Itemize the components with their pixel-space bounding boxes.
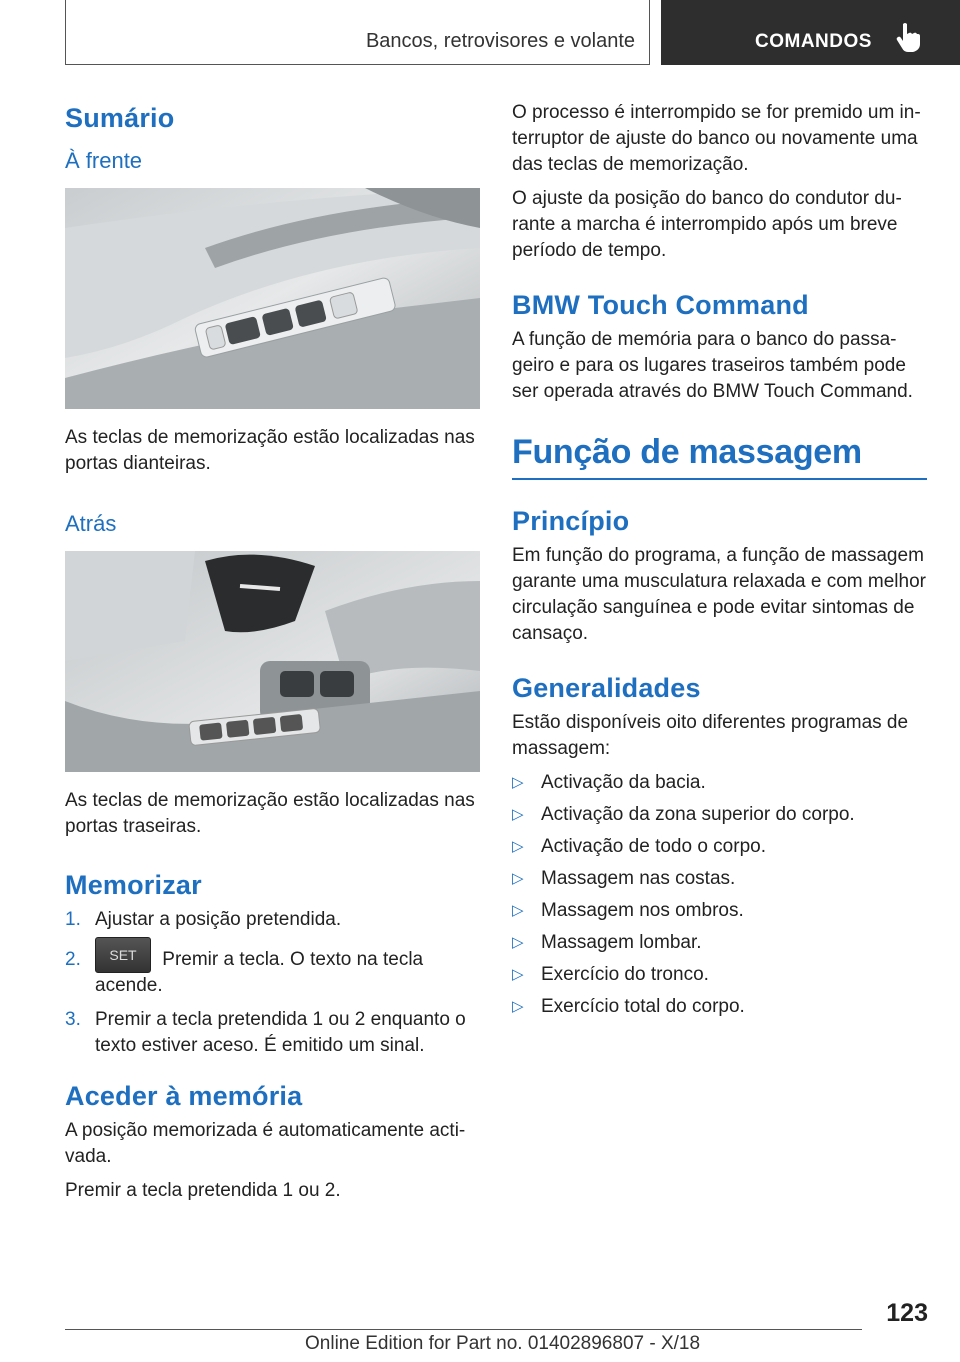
recall-paragraph-2: Premir a tecla pretendida 1 ou 2.: [65, 1180, 341, 1202]
bullet-triangle-icon: ▷: [512, 998, 524, 1015]
memorize-heading: Memorizar: [65, 870, 202, 900]
step-item: [65, 907, 480, 933]
set-button-icon: SET: [95, 937, 151, 973]
list-item: ▷ Activação da zona superior do corpo.: [512, 802, 927, 828]
list-item: ▷ Massagem lombar.: [512, 930, 927, 956]
massage-chapter-heading: Função de massagem: [512, 433, 927, 480]
list-item: ▷ Massagem nas costas.: [512, 866, 927, 892]
list-item: ▷ Massagem nos ombros.: [512, 898, 927, 924]
rear-caption: As teclas de memorização estão localizadas nas portas traseiras.: [65, 790, 475, 837]
header-section-box: [65, 0, 650, 65]
touch-command-paragraph: A função de memória para o banco do passa‐geiro e para os lugares traseiros também pode ser operada através do BMW Touch Command.: [512, 329, 913, 402]
footer-edition: Online Edition for Part no. 01402896807 - X/18: [305, 1333, 701, 1354]
bullet-triangle-icon: ▷: [512, 870, 524, 887]
bullet-triangle-icon: ▷: [512, 806, 524, 823]
bullet-triangle-icon: ▷: [512, 966, 524, 983]
recall-heading: Aceder à memória: [65, 1081, 303, 1112]
step-text: Premir a tecla pretendida 1 ou 2 enquanto o texto estiver aceso. É emitido um sinal.: [95, 1009, 466, 1057]
header-chapter-label: COMANDOS: [755, 31, 872, 52]
page-number: 123: [886, 1299, 928, 1327]
summary-heading: Sumário: [65, 103, 175, 133]
bullet-triangle-icon: ▷: [512, 902, 524, 919]
touch-command-heading: BMW Touch Command: [512, 290, 809, 320]
principle-paragraph: Em função do programa, a função de massagem garante uma musculatura relaxada e com melhor circulação sanguínea e pode evitar sintomas de cansaço.: [512, 545, 926, 644]
header-section-title: Bancos, retrovisores e volante: [365, 30, 635, 52]
step-number: 2.: [65, 949, 81, 970]
front-door-memory-buttons-image: [65, 188, 480, 409]
front-caption: As teclas de memorização estão localizadas nas portas dianteiras.: [65, 427, 475, 474]
footer-divider: [65, 1329, 862, 1330]
header-chapter-tab: [661, 0, 960, 65]
general-heading: Generalidades: [512, 673, 701, 703]
step-number: 1.: [65, 909, 81, 930]
massage-program-list: [512, 770, 927, 1020]
list-item: ▷ Activação de todo o corpo.: [512, 834, 927, 860]
step-text: Premir a tecla. O texto na tecla acende.: [95, 949, 424, 997]
list-item: ▷ Exercício do tronco.: [512, 962, 927, 988]
rear-door-memory-buttons-image: [65, 551, 480, 772]
interrupt-paragraph: O processo é interrompido se for premido um in‐terruptor de ajuste do banco ou novamente uma das teclas de memorização.: [512, 102, 921, 175]
step-item: [65, 1007, 480, 1059]
list-item: ▷ Exercício total do corpo.: [512, 994, 927, 1020]
step-item: [65, 947, 480, 999]
rear-heading: Atrás: [65, 511, 117, 536]
general-paragraph: Estão disponíveis oito diferentes programas de massagem:: [512, 712, 909, 759]
front-heading: À frente: [65, 148, 143, 173]
principle-heading: Princípio: [512, 506, 630, 536]
right-column: [512, 100, 927, 1026]
hand-pointer-icon: [895, 22, 921, 52]
recall-paragraph-1: A posição memorizada é automaticamente acti‐vada.: [65, 1120, 466, 1168]
step-number: 3.: [65, 1009, 81, 1031]
list-item: ▷ Activação da bacia.: [512, 770, 927, 796]
step-text: Ajustar a posição pretendida.: [95, 909, 342, 930]
bullet-triangle-icon: ▷: [512, 774, 524, 791]
memorize-steps: [65, 907, 480, 1059]
bullet-triangle-icon: ▷: [512, 934, 524, 951]
driver-seat-paragraph: O ajuste da posição do banco do condutor du‐rante a marcha é interrompido após um breve período de tempo.: [512, 188, 902, 261]
left-column: [65, 95, 480, 1212]
bullet-triangle-icon: ▷: [512, 838, 524, 855]
